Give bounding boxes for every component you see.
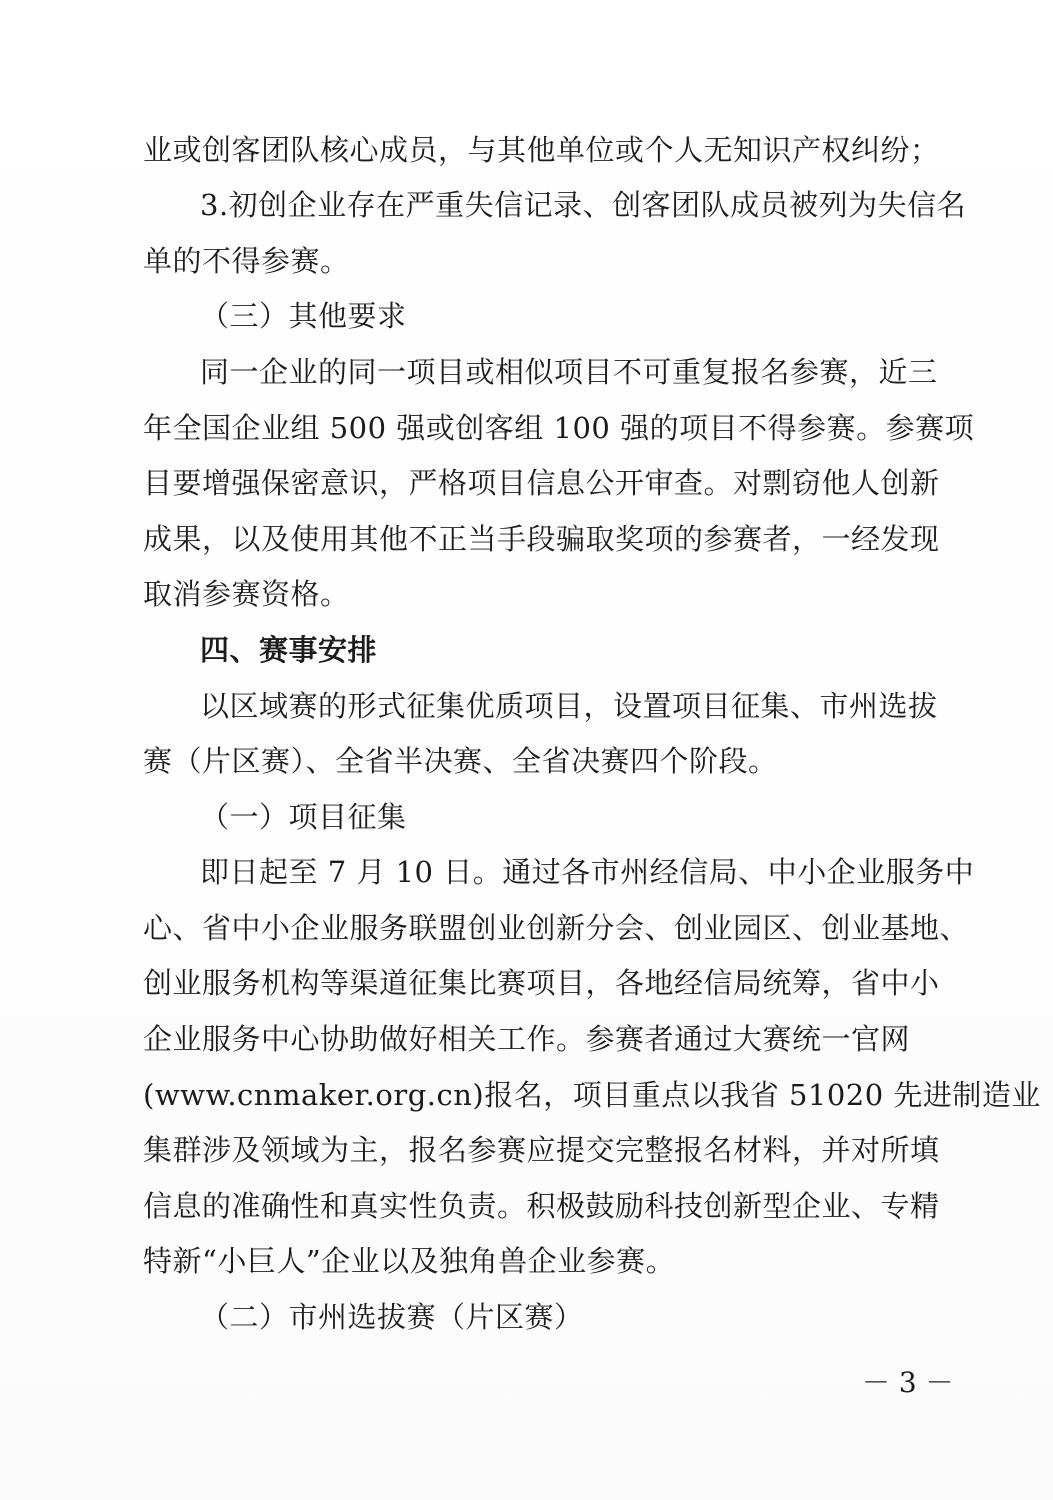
body-line: 特新“小巨人”企业以及独角兽企业参赛。 — [143, 1244, 676, 1278]
body-line: 信息的准确性和真实性负责。积极鼓励科技创新型企业、专精 — [143, 1189, 940, 1223]
body-line: 企业服务中心协助做好相关工作。参赛者通过大赛统一官网 — [143, 1022, 911, 1056]
section-subheading: （二）市州选拔赛（片区赛） — [200, 1300, 584, 1334]
body-line: 取消参赛资格。 — [143, 577, 350, 611]
body-line: 赛（片区赛）、全省半决赛、全省决赛四个阶段。 — [143, 744, 778, 778]
body-line: 以区域赛的形式征集优质项目，设置项目征集、市州选拔 — [200, 689, 938, 723]
body-line: (www.cnmaker.org.cn)报名，项目重点以我省 51020 先进制造业 — [143, 1078, 1041, 1112]
body-line: 单的不得参赛。 — [143, 244, 350, 278]
body-line: 创业服务机构等渠道征集比赛项目，各地经信局统筹，省中小 — [143, 966, 940, 1000]
body-line: 年全国企业组 500 强或创客组 100 强的项目不得参赛。参赛项 — [143, 411, 975, 445]
body-line: 目要增强保密意识，严格项目信息公开审查。对剽窃他人创新 — [143, 466, 940, 500]
body-line: 成果，以及使用其他不正当手段骗取奖项的参赛者，一经发现 — [143, 522, 940, 556]
page-number: － 3 － — [862, 1366, 954, 1399]
body-line: 即日起至 7 月 10 日。通过各市州经信局、中小企业服务中 — [200, 855, 975, 889]
body-line: 集群涉及领域为主，报名参赛应提交完整报名材料，并对所填 — [143, 1133, 940, 1167]
section-subheading: （一）项目征集 — [200, 800, 407, 834]
section-subheading: （三）其他要求 — [200, 299, 407, 333]
body-line: 同一企业的同一项目或相似项目不可重复报名参赛，近三 — [200, 355, 938, 389]
body-line: 心、省中小企业服务联盟创业创新分会、创业园区、创业基地、 — [143, 911, 970, 945]
section-heading: 四、赛事安排 — [200, 633, 378, 667]
body-line: 业或创客团队核心成员，与其他单位或个人无知识产权纠纷； — [143, 133, 940, 167]
body-line: 3.初创企业存在严重失信记录、创客团队成员被列为失信名 — [200, 188, 967, 222]
